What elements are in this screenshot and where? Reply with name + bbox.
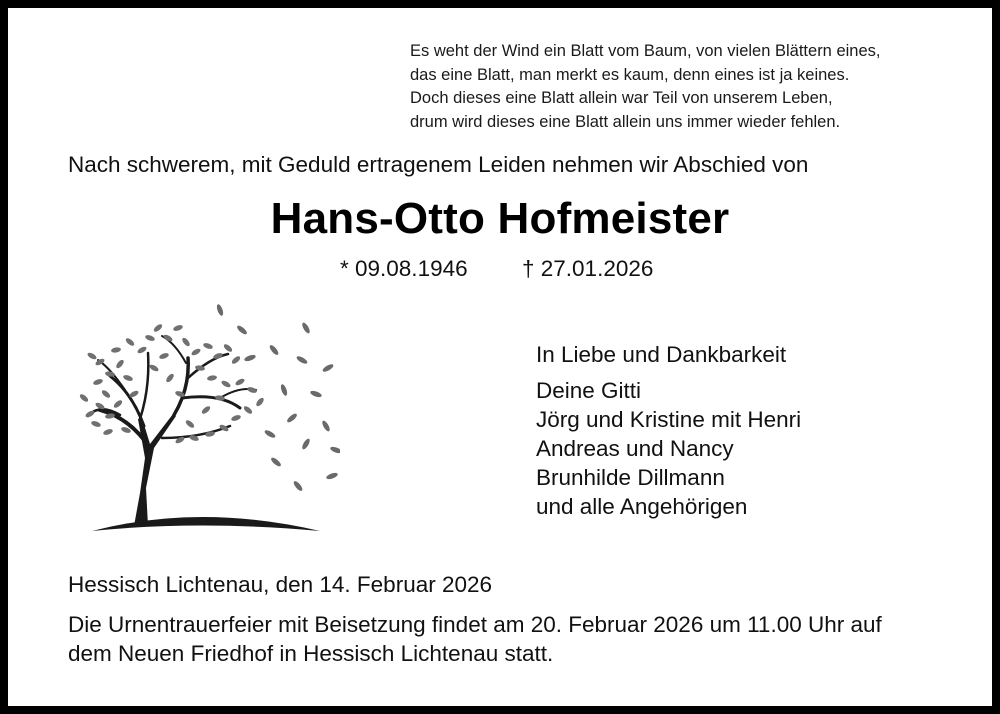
poem-line: drum wird dieses eine Blatt allein uns immer wieder fehlen. <box>410 112 841 131</box>
birth-date: * 09.08.1946 <box>340 256 468 281</box>
place-date: Hessisch Lichtenau, den 14. Februar 2026 <box>68 572 493 597</box>
ceremony-line: dem Neuen Friedhof in Hessisch Lichtenau statt. <box>68 641 554 666</box>
mourners-block <box>536 340 801 521</box>
deceased-name: Hans-Otto Hofmeister <box>270 194 730 243</box>
mourner-name: Brunhilde Dillmann <box>536 465 725 490</box>
mourner-name: und alle Angehörigen <box>536 494 748 519</box>
tree-illustration <box>70 298 340 538</box>
death-date: † 27.01.2026 <box>522 256 654 281</box>
poem-line: Es weht der Wind ein Blatt vom Baum, von vielen Blättern eines, <box>410 42 881 60</box>
obituary-notice <box>8 8 992 706</box>
poem <box>410 40 970 134</box>
mourner-name: Deine Gitti <box>536 378 642 403</box>
ceremony-line: Die Urnentrauerfeier mit Beisetzung findet am 20. Februar 2026 um 11.00 Uhr auf <box>68 612 882 637</box>
mourner-name: Jörg und Kristine mit Henri <box>536 407 802 432</box>
mourner-name: Andreas und Nancy <box>536 436 734 461</box>
poem-line: Doch dieses eine Blatt allein war Teil von unserem Leben, <box>410 89 833 107</box>
poem-line: das eine Blatt, man merkt es kaum, denn eines ist ja keines. <box>410 65 850 84</box>
intro-text: Nach schwerem, mit Geduld ertragenem Leiden nehmen wir Abschied von <box>68 152 809 177</box>
mourners-lead: In Liebe und Dankbarkeit <box>536 342 787 367</box>
ceremony-info <box>68 610 968 668</box>
